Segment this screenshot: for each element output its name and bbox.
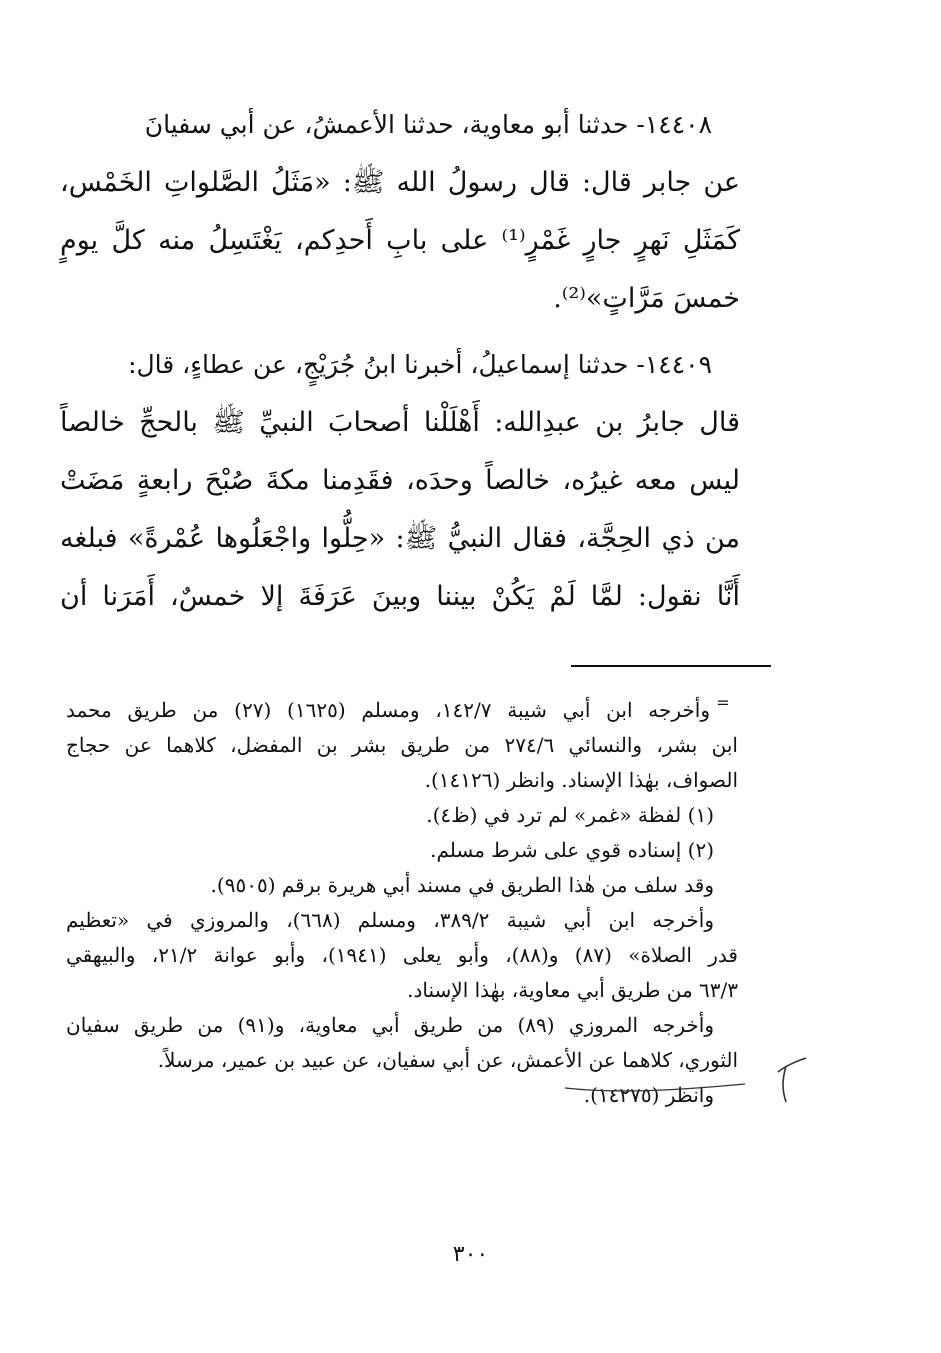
page-number: ٣٠٠ <box>452 1242 489 1267</box>
text-line: قال جابرُ بن عبدِالله: أَهْلَلْنا أصحابَ النبيِّ ﷺ بالحجِّ خالصاً <box>60 407 740 438</box>
text-line: أَنَّا نقول: لمَّا لَمْ يَكُنْ بيننا وبينَ عَرَفَةَ إلا خمسٌ، أَمَرَنا أن <box>60 581 740 612</box>
continuation-mark: = <box>716 693 730 712</box>
handwritten-underline-mark <box>560 1050 810 1110</box>
hadith-heading: ١٤٤٠٩- حدثنا إسماعيلُ، أخبرنا ابنُ جُرَيْجٍ، عن عطاءٍ، قال: <box>128 350 712 379</box>
hadith-14409 <box>60 336 740 626</box>
footnote-line: قدر الصلاة» (٨٧) و(٨٨)، وأبو يعلى (١٩٤١)، وأبو عوانة ٢١/٢، والبيهقي <box>66 943 738 967</box>
footnote-line: وانظر (١٤٢٧٥). <box>583 1083 714 1107</box>
footnote-line: وأخرجه المروزي (٨٩) من طريق أبي معاوية، و(٩١) من طريق سفيان <box>66 1013 715 1037</box>
hadith-14408 <box>60 96 740 328</box>
footnote-line: وأخرجه ابن أبي شيبة ٣٨٩/٢، ومسلم (٦٦٨)، والمروزي في «تعظيم <box>66 908 714 932</box>
hadith-heading: ١٤٤٠٨- حدثنا أبو معاوية، حدثنا الأعمشُ، عن أبي سفيانَ <box>144 110 712 139</box>
footnote-divider <box>571 665 771 667</box>
text-line: ليس معه غيرُه، خالصاً وحدَه، فقَدِمنا مكةَ صُبْحَ رابعةٍ مَضَتْ <box>60 465 740 496</box>
text-line: من ذي الحِجَّة، فقال النبيُّ ﷺ: «حِلُّوا واجْعَلُوها عُمْرةً» فبلغه <box>60 523 740 554</box>
footnote-line: ابن بشر، والنسائي ٢٧٤/٦ من طريق بشر بن المفضل، كلاهما عن حجاج <box>66 733 738 757</box>
footnote-line: الثوري، كلاهما عن الأعمش، عن أبي سفيان، عن عبيد بن عمير، مرسلاً. <box>157 1048 738 1072</box>
text-line: كَمَثَلِ نَهرٍ جارٍ غَمْرٍ⁽¹⁾ على بابِ أَحدِكم، يَغْتَسِلُ منه كلَّ يومٍ <box>60 225 740 256</box>
footnote-line: الصواف، بهٰذا الإسناد. وانظر (١٤١٢٦). <box>424 768 738 792</box>
footnote-2: (٢) إسناده قوي على شرط مسلم. <box>430 838 714 862</box>
footnote-line: وأخرجه ابن أبي شيبة ١٤٢/٧، ومسلم (١٦٢٥) (٢٧) من طريق محمد <box>66 698 711 722</box>
text-line: خمسَ مَرَّاتٍ»⁽²⁾. <box>553 283 740 314</box>
text-line: عن جابر قال: قال رسولُ الله ﷺ: «مَثَلُ الصَّلواتِ الخَمْس، <box>60 167 740 198</box>
footnote-1: (١) لفظة «غمر» لم ترد في (ظ٤). <box>426 803 714 827</box>
footnote-line: ٦٣/٣ من طريق أبي معاوية، بهٰذا الإسناد. <box>407 978 738 1002</box>
main-text <box>60 96 740 626</box>
footnote-line: وقد سلف من هٰذا الطريق في مسند أبي هريرة برقم (٩٥٠٥). <box>210 873 714 897</box>
